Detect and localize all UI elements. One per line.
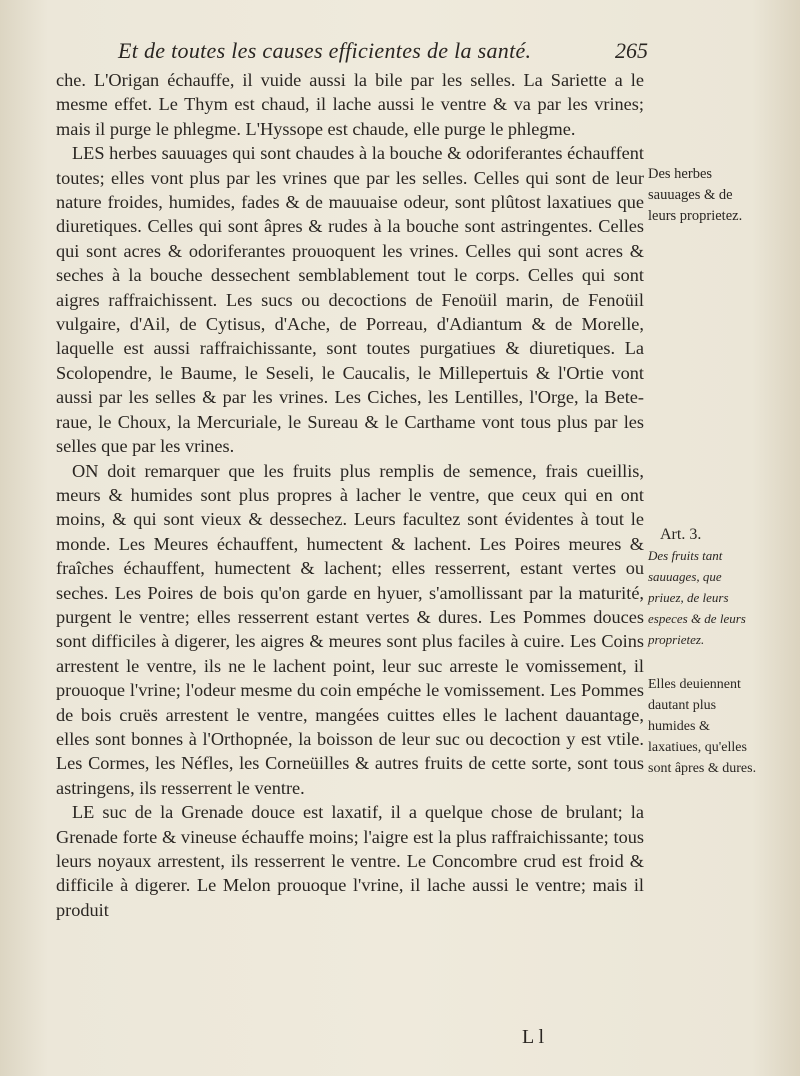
paragraph-3: ON doit remarquer que les fruits plus remplis de semence, frais cueillis, meurs & humides sont plus propres à lacher le ventre, que ceux qui en ont moins, & qui sont vieux & dessechez. Leurs facultez sont évidentes à tout le monde. Les Meures échauffent, humectent & lachent. Les Poires meures & fraîches échauffent, humectent & lachent; elles resserrent, estant vertes ou seches. Les Poires de bois qu'on garde en hyuer, s'amollissant par la maturité, purgent le ventre; elles resserrent estant vertes & dures. Les Pommes douces sont difficiles à digerer, les aigres & meures sont plus faciles à cuire. Les Coins arrestent le ventre, ils ne le lachent point, leur suc arreste le vomissement, il prouoque l'vrine; l'odeur mesme du coin empéche le vomissement. Les Pommes de bois cruës arrestent le ventre, mangées cuittes elles le lachent dauantage, elles sont bonnes à l'Orthopnée, la boisson de leur suc ou decoction y est vtile. Les Cormes, les Néfles, les Corneüilles & autres fruits de cette sorte, sont tous astringens, ils resserrent le ventre.	[56, 460, 644, 798]
article-number: Art. 3.	[660, 526, 702, 543]
running-title: Et de toutes les causes efficientes de la santé.	[118, 38, 532, 63]
margin-note-fruits-text: Des fruits tant sauuages, que priuez, de leurs especes & de leurs proprietez.	[648, 548, 746, 647]
margin-note-herbes: Des herbes sauuages & de leurs proprietez.	[648, 166, 743, 224]
margin-note-fruits	[648, 524, 760, 650]
paragraph-1: che. L'Origan échauffe, il vuide aussi la bile par les selles. La Sariette a le mesme effet. Le Thym est chaud, il lache aussi le ventre & va par les vrines; mais il purge le phlegme. L'Hyssope est chaude, elle purge le phlegme.	[56, 70, 644, 139]
signature-mark: L l	[522, 1026, 545, 1048]
main-text	[56, 68, 644, 922]
paragraph-2: LES herbes sauuages qui sont chaudes à la bouche & odoriferantes échauffent toutes; elles vont plus par les vrines que par les selles. Celles qui sont de leur nature froides, humides, fades & de mauuaise odeur, sont plûtost laxatiues que diuretiques. Celles qui sont âpres & rudes à la bouche sont astringentes. Celles qui sont acres & odoriferantes prouoquent les vrines. Celles qui sont acres & seches à la bouche dessechent semblablement tout le corps. Celles qui sont aigres raffraichissent. Les sucs ou decoctions de Fenoüil marin, de Fenoüil vulgaire, d'Ail, de Cytisus, d'Ache, de Porreau, d'Adiantum & de Morelle, laquelle est aussi raffraichissante, sont toutes purgatiues & diuretiques. La Scolopendre, le Baume, le Seseli, le Caucalis, le Millepertuis & l'Ortie vont aussi par les selles & par les vrines. Les Ciches, les Lentilles, l'Orge, la Bete-raue, le Choux, la Mercuriale, le Sureau & le Carthame vont tous plus par les selles que par les vrines.	[56, 143, 644, 457]
running-header	[118, 32, 648, 68]
page-number: 265	[615, 38, 648, 63]
paragraph-4: LE suc de la Grenade douce est laxatif, il a quelque chose de brulant; la Grenade forte & vineuse échauffe moins; l'aigre est la plus raffraichissante; tous leurs noyaux arrestent, ils resserrent le ventre. Le Concombre crud est froid & difficile à digerer. Le Melon prouoque l'vrine, il lache aussi le ventre; mais il produit	[56, 802, 644, 920]
margin-note-humides: Elles deuiennent dautant plus humides & laxatiues, qu'elles sont âpres & dures.	[648, 677, 757, 776]
